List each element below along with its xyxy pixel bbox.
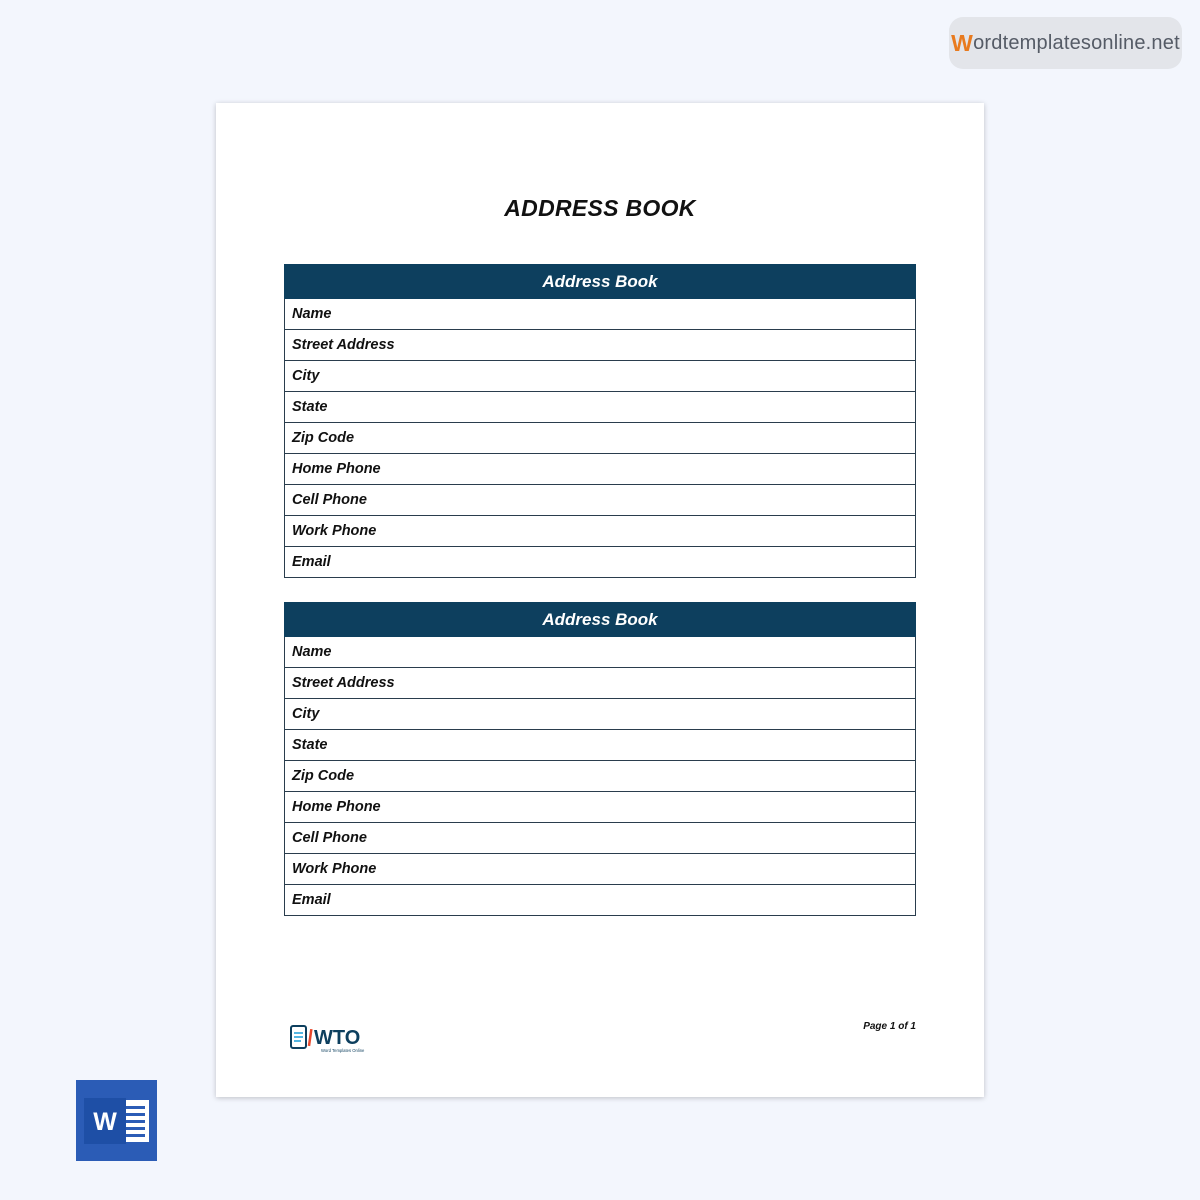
table-row <box>285 792 916 823</box>
field-label-state: State <box>285 730 916 761</box>
watermark-text: ordtemplatesonline.net <box>973 31 1180 54</box>
table-header: Address Book <box>285 603 916 637</box>
word-letter: W <box>93 1108 117 1136</box>
field-label-street-address: Street Address <box>285 330 916 361</box>
table-row <box>285 761 916 792</box>
table-header-row <box>285 603 916 637</box>
table-header: Address Book <box>285 265 916 299</box>
site-watermark <box>949 17 1182 69</box>
field-label-home-phone: Home Phone <box>285 792 916 823</box>
field-label-work-phone: Work Phone <box>285 854 916 885</box>
word-app-icon <box>76 1080 157 1161</box>
field-label-cell-phone: Cell Phone <box>285 485 916 516</box>
table-row <box>285 637 916 668</box>
word-document-icon <box>76 1080 157 1161</box>
document-title: ADDRESS BOOK <box>504 195 696 221</box>
field-label-street-address: Street Address <box>285 668 916 699</box>
wto-logo-icon <box>289 1023 379 1055</box>
field-label-zip-code: Zip Code <box>285 761 916 792</box>
field-label-work-phone: Work Phone <box>285 516 916 547</box>
field-label-cell-phone: Cell Phone <box>285 823 916 854</box>
table-row <box>285 485 916 516</box>
table-row <box>285 547 916 578</box>
field-label-name: Name <box>285 299 916 330</box>
field-label-state: State <box>285 392 916 423</box>
address-book-table-2 <box>284 602 916 916</box>
field-label-email: Email <box>285 547 916 578</box>
field-label-zip-code: Zip Code <box>285 423 916 454</box>
table-row <box>285 699 916 730</box>
field-label-home-phone: Home Phone <box>285 454 916 485</box>
table-row <box>285 454 916 485</box>
field-label-name: Name <box>285 637 916 668</box>
table-row <box>285 885 916 916</box>
table-row <box>285 299 916 330</box>
table-row <box>285 423 916 454</box>
table-row <box>285 516 916 547</box>
watermark-first-letter: W <box>951 29 974 56</box>
field-label-city: City <box>285 699 916 730</box>
address-book-table-1 <box>284 264 916 578</box>
field-label-city: City <box>285 361 916 392</box>
table-row <box>285 854 916 885</box>
logo-text: WTO <box>314 1027 361 1049</box>
logo-subtext: Word Templates Online <box>321 1048 365 1053</box>
table-row <box>285 730 916 761</box>
document-page <box>216 103 984 1097</box>
table-row <box>285 392 916 423</box>
table-header-row <box>285 265 916 299</box>
page-number: Page 1 of 1 <box>863 1021 916 1032</box>
table-row <box>285 668 916 699</box>
table-row <box>285 330 916 361</box>
table-row <box>285 361 916 392</box>
field-label-email: Email <box>285 885 916 916</box>
table-row <box>285 823 916 854</box>
